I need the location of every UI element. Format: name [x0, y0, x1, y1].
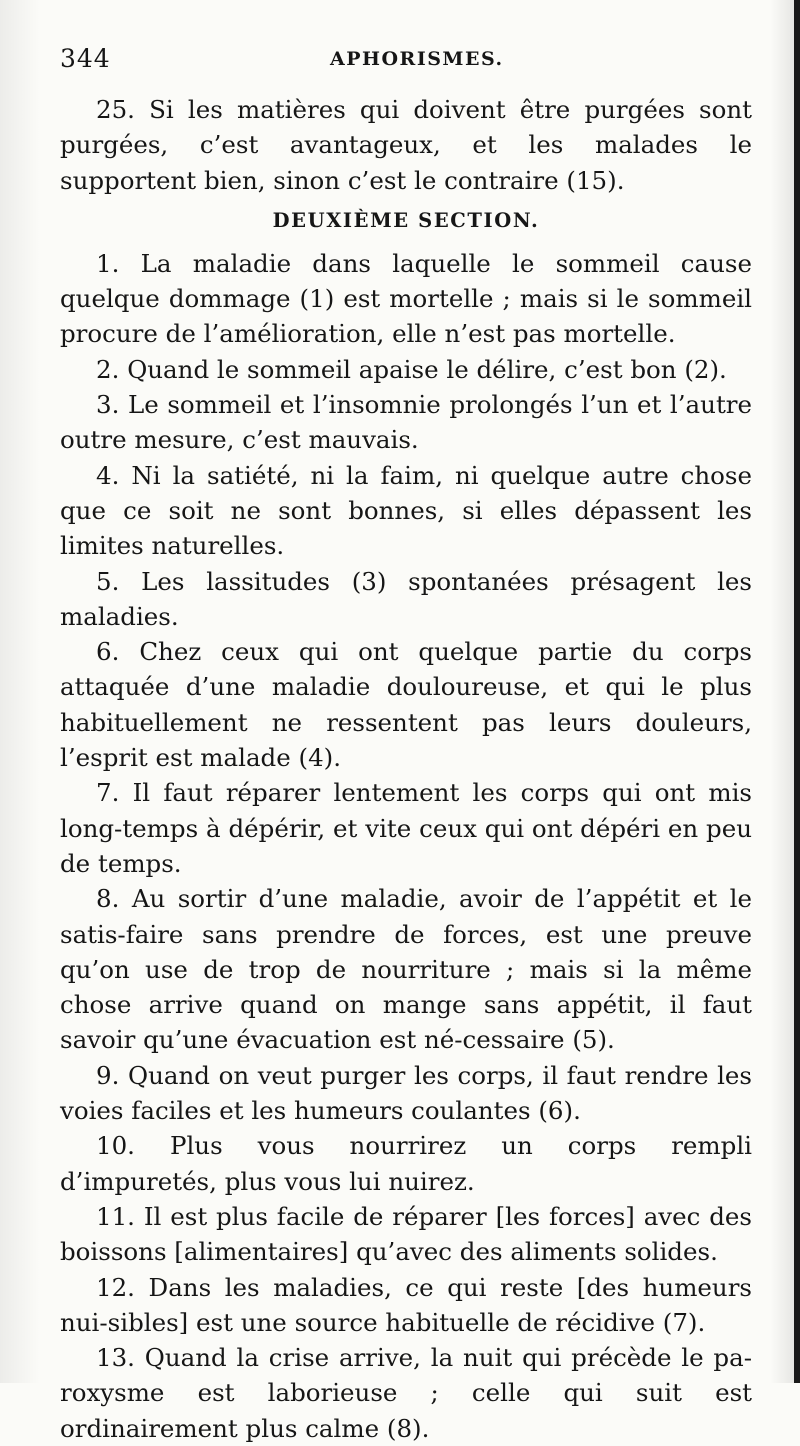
aphorism-number: 9.	[96, 1060, 120, 1090]
aphorism-8	[60, 881, 752, 1057]
aphorism-number: 10.	[96, 1131, 135, 1161]
aphorism-number: 2.	[96, 354, 120, 384]
aphorism-5	[60, 564, 752, 635]
aphorism-11	[60, 1199, 752, 1270]
aphorism-1	[60, 246, 752, 352]
aphorism-number: 11.	[96, 1201, 135, 1231]
aphorism-number: 7.	[96, 778, 120, 808]
aphorism-text: Quand on veut purger les corps, il faut rendre les voies faciles et les humeurs coulantes (6).	[60, 1060, 752, 1126]
aphorism-number: 3.	[96, 390, 120, 420]
aphorism-4	[60, 458, 752, 564]
aphorism-13	[60, 1340, 752, 1446]
aphorism-3	[60, 387, 752, 458]
page-body	[60, 92, 752, 1446]
aphorism-7	[60, 775, 752, 881]
aphorism-text: Ni la satiété, ni la faim, ni quelque autre chose que ce soit ne sont bonnes, si elles dépassent les limites naturelles.	[60, 460, 752, 561]
aphorism-number: 4.	[96, 460, 120, 490]
section-heading: DEUXIÈME SECTION.	[272, 208, 540, 232]
aphorism-number: 13.	[96, 1343, 135, 1373]
aphorism-text: Les lassitudes (3) spontanées présagent les maladies.	[60, 566, 752, 631]
aphorism-number: 25.	[96, 95, 135, 124]
aphorism-25	[60, 92, 752, 198]
aphorism-text: Il faut réparer lentement les corps qui ont mis long-temps à dépérir, et vite ceux qui ont dépéri en peu de temps.	[60, 778, 752, 878]
aphorism-text: La maladie dans laquelle le sommeil cause quelque dommage (1) est mortelle ; mais si le sommeil procure de l’amélioration, elle n’est pas mortelle.	[60, 248, 752, 349]
aphorism-text: Chez ceux qui ont quelque partie du corps attaquée d’une maladie douloureuse, et qui le plus habituellement ne ressentent pas leurs douleurs, l’esprit est malade (4).	[60, 637, 752, 773]
aphorism-text: Dans les maladies, ce qui reste [des humeurs nui-sibles] est une source habituelle de récidive (7).	[60, 1272, 752, 1337]
aphorism-text: Il est plus facile de réparer [les forces] avec des boissons [alimentaires] qu’avec des aliments solides.	[60, 1201, 752, 1267]
aphorism-number: 8.	[96, 884, 120, 914]
aphorism-text: Quand le sommeil apaise le délire, c’est bon (2).	[127, 354, 727, 384]
aphorism-10	[60, 1128, 752, 1199]
running-head: APHORISMES.	[330, 48, 504, 70]
page-edge-shadow	[794, 0, 800, 1383]
aphorism-number: 12.	[96, 1272, 135, 1302]
page-header	[60, 44, 750, 80]
aphorism-number: 6.	[96, 637, 120, 667]
aphorism-text: Si les matières qui doivent être purgées sont purgées, c’est avantageux, et les malades le supportent bien, sinon c’est le contraire (15).	[60, 95, 752, 195]
aphorism-2	[60, 352, 752, 387]
aphorism-9	[60, 1058, 752, 1129]
aphorism-text: Plus vous nourrirez un corps rempli d’impuretés, plus vous lui nuirez.	[60, 1131, 752, 1196]
aphorism-text: Quand la crise arrive, la nuit qui précède le pa-roxysme est laborieuse ; celle qui suit est ordinairement plus calme (8).	[60, 1343, 753, 1443]
aphorism-number: 5.	[96, 566, 120, 596]
aphorism-6	[60, 634, 752, 775]
aphorism-text: Le sommeil et l’insomnie prolongés l’un et l’autre outre mesure, c’est mauvais.	[60, 390, 752, 455]
page-number: 344	[60, 44, 111, 73]
aphorism-number: 1.	[96, 248, 120, 278]
aphorism-12	[60, 1270, 752, 1341]
aphorism-text: Au sortir d’une maladie, avoir de l’appétit et le satis-faire sans prendre de forces, est une preuve qu’on use de trop de nourriture ; mais si la même chose arrive quand on mange sans appétit, il faut savoir qu’une évacuation est né-cessaire (5).	[60, 884, 752, 1055]
